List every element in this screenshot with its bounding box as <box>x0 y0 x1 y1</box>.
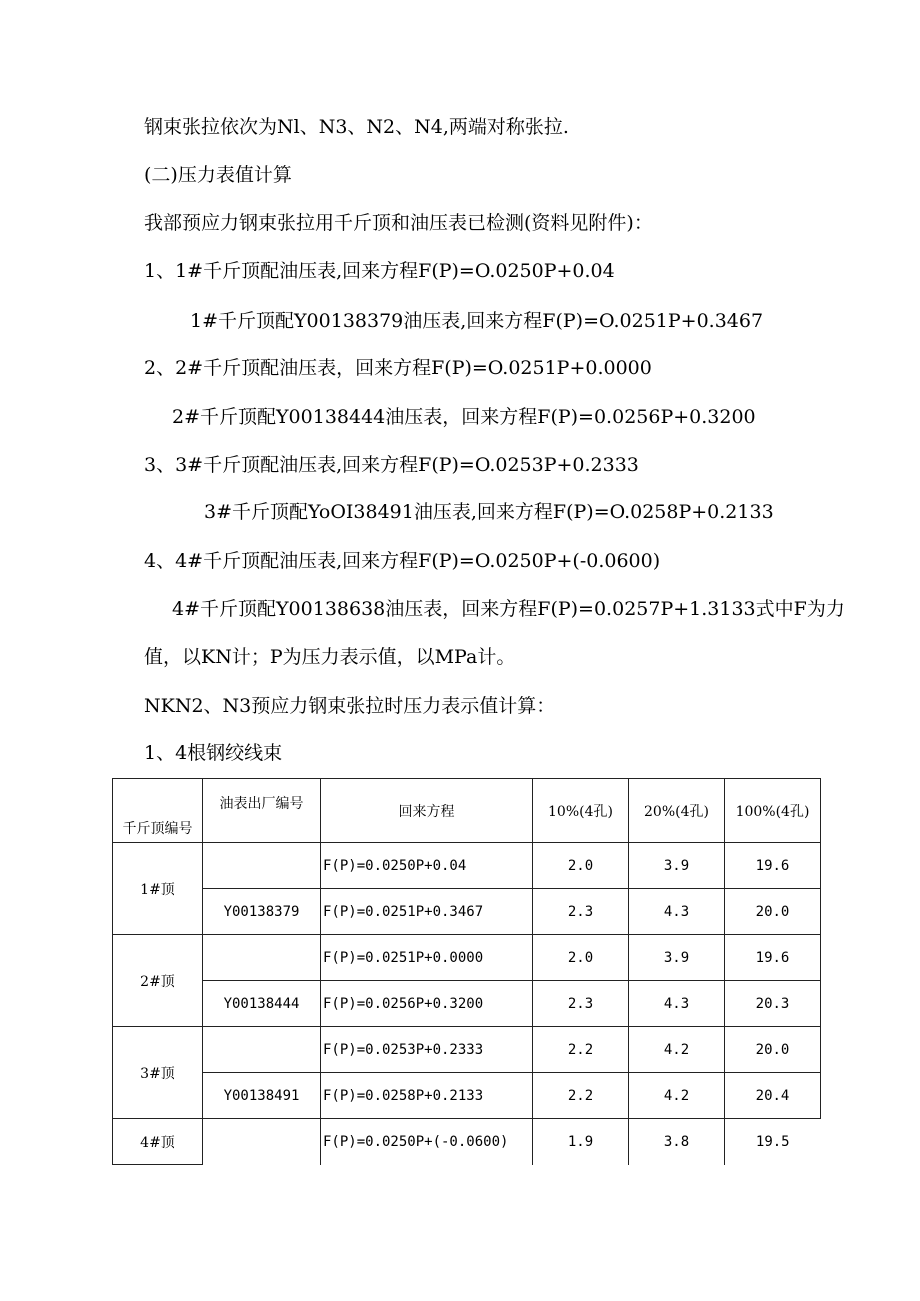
paragraph-jack-2-meter: 2#千斤顶配Y00138444油压表，回来方程F(P)=0.0256P+0.3200 <box>172 406 756 428</box>
p10-cell: 2.0 <box>533 843 629 889</box>
meter-cell <box>203 1027 321 1073</box>
table-row <box>113 1027 821 1073</box>
header-jack-number: 千斤顶编号 <box>113 779 203 843</box>
jack-cell: 3#顶 <box>113 1027 203 1119</box>
paragraph-strand-bundle: 1、4根钢绞线束 <box>144 742 283 764</box>
header-10-percent: 10%(4孔) <box>533 779 629 843</box>
p20-cell: 4.2 <box>629 1027 725 1073</box>
p20-cell: 3.8 <box>629 1119 725 1165</box>
header-100-percent: 100%(4孔) <box>725 779 821 843</box>
p20-cell: 4.3 <box>629 981 725 1027</box>
equation-cell: F(P)=0.0256P+0.3200 <box>321 981 533 1027</box>
meter-cell <box>203 1119 321 1165</box>
p20-cell: 3.9 <box>629 935 725 981</box>
paragraph-units: 值，以KN计；P为压力表示值，以MPa计。 <box>144 646 516 668</box>
table-row <box>113 1073 821 1119</box>
paragraph-jack-1-meter: 1#千斤顶配Y00138379油压表,回来方程F(P)=O.0251P+0.3467 <box>190 310 764 332</box>
meter-cell <box>203 843 321 889</box>
section-heading-pressure: (二)压力表值计算 <box>144 164 292 186</box>
paragraph-jack-3-meter: 3#千斤顶配YoOI38491油压表,回来方程F(P)=O.0258P+0.2133 <box>204 501 774 523</box>
p10-cell: 2.2 <box>533 1073 629 1119</box>
header-20-percent: 20%(4孔) <box>629 779 725 843</box>
paragraph-jack-4-meter: 4#千斤顶配Y00138638油压表，回来方程F(P)=0.0257P+1.3133式中F为力 <box>172 598 845 620</box>
meter-cell: Y00138444 <box>203 981 321 1027</box>
paragraph-tension-order: 钢束张拉依次为Nl、N3、N2、N4,两端对称张拉. <box>144 116 569 138</box>
header-meter-number: 油表出厂编号 <box>203 779 321 843</box>
jack-cell: 4#顶 <box>113 1119 203 1165</box>
table-row <box>113 935 821 981</box>
paragraph-jack-3: 3、3#千斤顶配油压表,回来方程F(P)=O.0253P+0.2333 <box>144 454 639 476</box>
meter-cell: Y00138379 <box>203 889 321 935</box>
equation-cell: F(P)=0.0250P+0.04 <box>321 843 533 889</box>
table-row <box>113 843 821 889</box>
table-header-row <box>113 779 821 843</box>
p10-cell: 2.3 <box>533 981 629 1027</box>
paragraph-jack-1: 1、1#千斤顶配油压表,回来方程F(P)=O.0250P+0.04 <box>144 260 615 282</box>
equation-cell: F(P)=0.0253P+0.2333 <box>321 1027 533 1073</box>
table-row <box>113 981 821 1027</box>
equation-cell: F(P)=0.0258P+0.2133 <box>321 1073 533 1119</box>
paragraph-calc-heading: NKN2、N3预应力钢束张拉时压力表示值计算： <box>144 695 556 717</box>
meter-cell: Y00138491 <box>203 1073 321 1119</box>
p10-cell: 1.9 <box>533 1119 629 1165</box>
p100-cell: 20.0 <box>725 889 821 935</box>
p20-cell: 3.9 <box>629 843 725 889</box>
p100-cell: 20.0 <box>725 1027 821 1073</box>
pressure-table <box>112 778 821 1165</box>
jack-cell: 2#顶 <box>113 935 203 1027</box>
jack-cell: 1#顶 <box>113 843 203 935</box>
meter-cell <box>203 935 321 981</box>
paragraph-jack-2: 2、2#千斤顶配油压表，回来方程F(P)=O.0251P+0.0000 <box>144 357 652 379</box>
p100-cell: 19.6 <box>725 935 821 981</box>
p10-cell: 2.0 <box>533 935 629 981</box>
equation-cell: F(P)=0.0251P+0.0000 <box>321 935 533 981</box>
table-row <box>113 889 821 935</box>
equation-cell: F(P)=0.0250P+(-0.0600) <box>321 1119 533 1165</box>
header-equation: 回来方程 <box>321 779 533 843</box>
p100-cell: 20.3 <box>725 981 821 1027</box>
table-row <box>113 1119 821 1165</box>
paragraph-jack-4: 4、4#千斤顶配油压表,回来方程F(P)=O.0250P+(-0.0600) <box>144 550 661 572</box>
p100-cell: 19.5 <box>725 1119 821 1165</box>
p20-cell: 4.3 <box>629 889 725 935</box>
p10-cell: 2.2 <box>533 1027 629 1073</box>
paragraph-calibration: 我部预应力钢束张拉用千斤顶和油压表已检测(资料见附件)： <box>144 212 653 234</box>
p10-cell: 2.3 <box>533 889 629 935</box>
p100-cell: 19.6 <box>725 843 821 889</box>
equation-cell: F(P)=0.0251P+0.3467 <box>321 889 533 935</box>
p100-cell: 20.4 <box>725 1073 821 1119</box>
p20-cell: 4.2 <box>629 1073 725 1119</box>
